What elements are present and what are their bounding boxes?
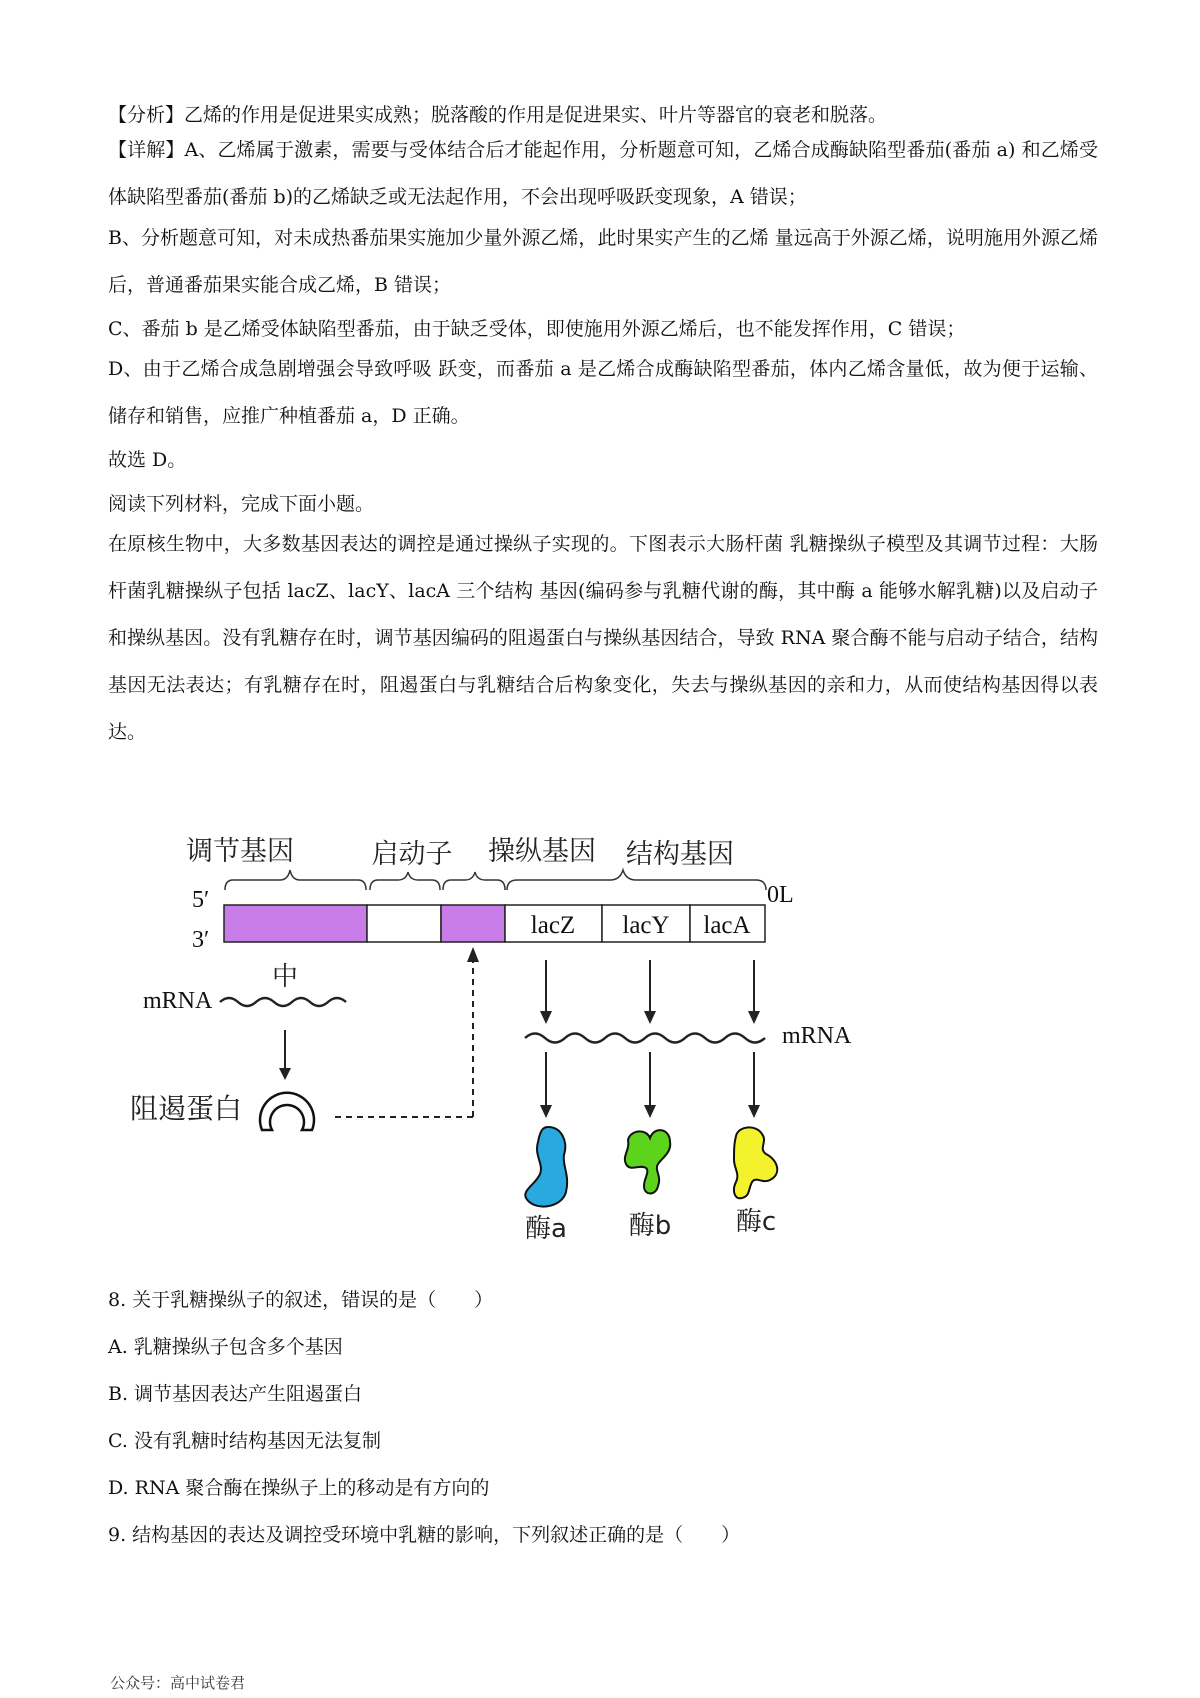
question-8-option-d: D. RNA 聚合酶在操纵子上的移动是有方向的 — [108, 1477, 490, 1499]
explanation-paragraph-b: B、分析题意可知，对未成热番茄果实施加少量外源乙烯，此时果实产生的乙烯 量远高于外源乙烯，说明施用外源乙烯后，普通番茄果实能合成乙烯，B 错误； — [108, 227, 1098, 296]
explanation-paragraph-d: D、由于乙烯合成急剧增强会导致呼吸 跃变，而番茄 a 是乙烯合成酶缺陷型番茄，体内乙烯含量低，故为便于运输、储存和销售，应推广种植番茄 a，D 正确。 — [108, 358, 1098, 427]
label-promoter: 启动子 — [371, 839, 453, 870]
label-mrna-left: mRNA — [143, 988, 213, 1014]
label-five-prime: 5′ — [192, 887, 210, 913]
arrowhead-lacY — [644, 1011, 656, 1024]
material-intro: 阅读下列材料，完成下面小题。 — [108, 493, 375, 515]
enzyme-b-shape — [625, 1130, 670, 1193]
question-9-stem: 9. 结构基因的表达及调控受环境中乳糖的影响，下列叙述正确的是（ ） — [108, 1524, 741, 1546]
regulator-gene-segment — [224, 905, 367, 942]
label-enzyme-a: 酶a — [525, 1214, 567, 1244]
label-regulator-gene: 调节基因 — [186, 836, 294, 867]
question-8-stem: 8. 关于乳糖操纵子的叙述，错误的是（ ） — [108, 1289, 494, 1311]
promoter-segment — [367, 905, 441, 942]
brace-structural — [507, 870, 766, 890]
arrowhead-enzyme-c — [748, 1105, 760, 1118]
explanation-paragraph-c: C、番茄 b 是乙烯受体缺陷型番茄，由于缺乏受体，即使施用外源乙烯后，也不能发挥作用，C 错误； — [108, 318, 966, 340]
arrowhead-to-operator — [467, 947, 479, 962]
label-mrna-right: mRNA — [782, 1023, 852, 1049]
lacZ-label: lacZ — [530, 912, 576, 939]
mrna-wave-right — [525, 1034, 765, 1043]
arrowhead-lacA — [748, 1011, 760, 1024]
label-structural-gene: 结构基因 — [626, 839, 734, 870]
brace-regulator — [225, 870, 366, 890]
explanation-paragraph-a: 【详解】A、乙烯属于激素，需要与受体结合后才能起作用，分析题意可知，乙烯合成酶缺陷型番茄(番茄 a) 和乙烯受体缺陷型番茄(番茄 b)的乙烯缺乏或无法起作用，不会出现呼吸跃变现象，A 错误； — [108, 139, 1098, 208]
label-zhong: 中 — [271, 962, 299, 992]
operator-gene-segment — [441, 905, 505, 942]
analysis-paragraph: 【分析】乙烯的作用是促进果实成熟；脱落酸的作用是促进果实、叶片等器官的衰老和脱落。 — [108, 104, 888, 126]
answer-line: 故选 D。 — [108, 449, 187, 471]
label-three-prime: 3′ — [192, 927, 210, 953]
arrowhead-enzyme-a — [540, 1105, 552, 1118]
label-repressor: 阻遏蛋白 — [130, 1092, 243, 1125]
question-8-option-c: C. 没有乳糖时结构基因无法复制 — [108, 1430, 381, 1452]
material-text: 在原核生物中，大多数基因表达的调控是通过操纵子实现的。下图表示大肠杆菌 乳糖操纵子模型及其调节过程：大肠杆菌乳糖操纵子包括 lacZ、lacY、lacA 三个结构 基因(编码参与乳糖代谢的酶，其中酶 a 能够水解乳糖)以及启动子和操纵基因。没有乳糖存在时，调节基因编码的阻遏蛋白与操纵基因结合，导致 RNA 聚合酶不能与启动子结合，结构基因无法表达；有乳糖存在时，阻遏蛋白与乳糖结合后构象变化，失去与操纵基因的亲和力，从而使结构基因得以表达。 — [108, 533, 1098, 743]
mrna-wave-left — [220, 998, 346, 1006]
lac-operon-diagram — [130, 830, 950, 1250]
enzyme-c-shape — [734, 1127, 777, 1198]
arrowhead-lacZ — [540, 1011, 552, 1024]
enzyme-a-shape — [525, 1127, 567, 1207]
footer-source: 公众号：高中试卷君 — [110, 1674, 246, 1692]
label-enzyme-b: 酶b — [628, 1211, 672, 1241]
label-operator-gene: 操纵基因 — [488, 836, 596, 867]
arrowhead-to-repressor — [279, 1068, 291, 1080]
lacY-label: lacY — [622, 912, 670, 939]
label-enzyme-c: 酶c — [735, 1207, 777, 1237]
brace-operator — [443, 872, 505, 890]
lacA-label: lacA — [703, 912, 751, 939]
question-8-option-b: B. 调节基因表达产生阻遏蛋白 — [108, 1383, 363, 1405]
brace-promoter — [370, 872, 440, 890]
question-8-option-a: A. 乳糖操纵子包含多个基因 — [108, 1336, 343, 1358]
arrowhead-enzyme-b — [644, 1105, 656, 1118]
label-end-marker: 0L — [767, 882, 794, 908]
repressor-protein-shape — [260, 1093, 314, 1130]
